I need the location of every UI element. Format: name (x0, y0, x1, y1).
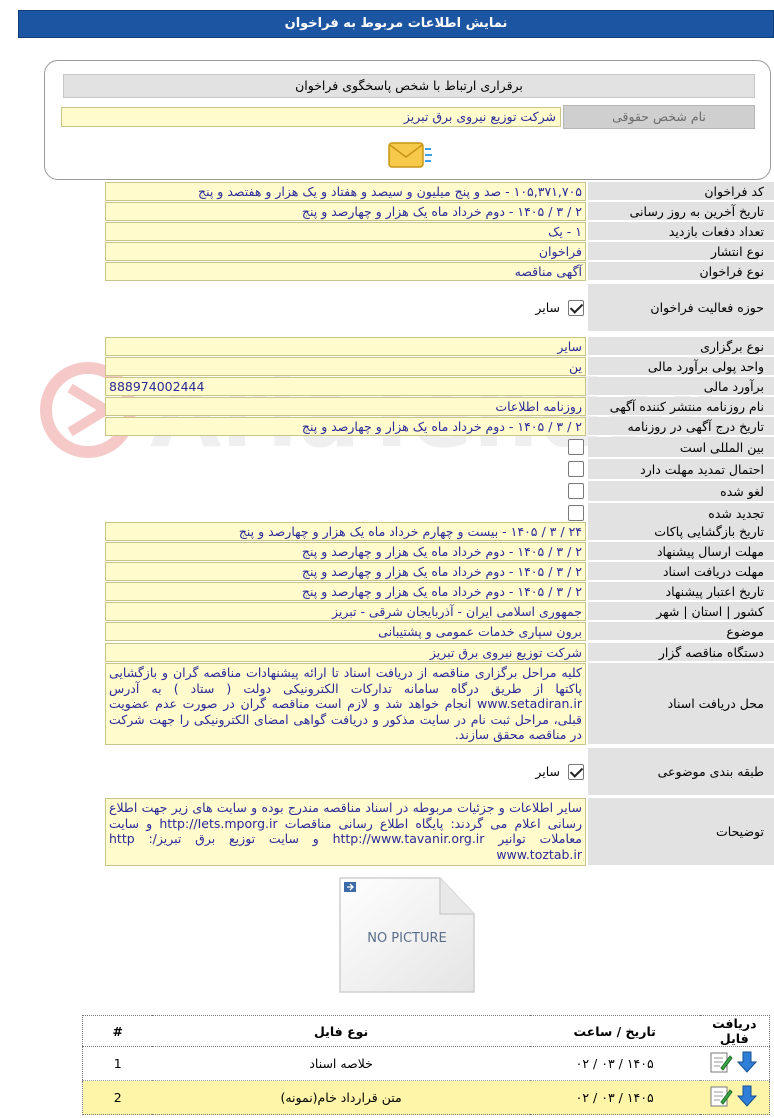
field-value: ۲ / ۳ / ۱۴۰۵ - دوم خرداد ماه یک هزار و چهارصد و پنج (105, 562, 586, 581)
file-number: 1 (83, 1047, 153, 1081)
field-canceled (0, 481, 774, 502)
envelope-icon[interactable] (385, 137, 433, 173)
activity-area-checkbox[interactable] (568, 300, 584, 316)
field-value: ۲ / ۳ / ۱۴۰۵ - دوم خرداد ماه یک هزار و چهارصد و پنج (105, 542, 586, 561)
field-value: سایر اطلاعات و جزئیات مربوطه در اسناد مناقصه مندرج بوده و سایت های زیر جهت اطلاع رسانی اعلام می گردند: پایگاه اطلاع رسانی مناقصات http://Iets.mporg.ir و سایت معاملات توانیر http://www.tavanir.org.ir و سایت توزیع برق تبریزhttp :/ www.toztab.ir (105, 798, 586, 866)
field-label: نام روزنامه منتشر کننده آگهی (588, 397, 774, 416)
field-label: تاریخ بازگشایی پاکات (588, 522, 774, 541)
international-checkbox[interactable] (568, 439, 584, 455)
file-date: ۱۴۰۵ / ۰۳ / ۰۲ (530, 1047, 700, 1081)
field-label: واحد پولی برآورد مالی (588, 357, 774, 376)
field-value: ۲ / ۳ / ۱۴۰۵ - دوم خرداد ماه یک هزار و چهارصد و پنج (105, 417, 586, 436)
field-value: ین (105, 357, 586, 376)
field-value: آگهی مناقصه (105, 262, 586, 281)
field-international (0, 437, 774, 458)
field-doc-place (0, 663, 774, 745)
legal-entity-value: شرکت توزیع نیروی برق تبریز (61, 107, 561, 127)
download-cell (700, 1047, 770, 1081)
file-type: متن قرارداد خام(نمونه) (152, 1081, 529, 1115)
field-value: شرکت توزیع نیروی برق تبریز (105, 643, 586, 662)
field-activity-area (0, 284, 774, 332)
field-newspaper-date (0, 417, 774, 436)
files-header-row (83, 1016, 770, 1047)
no-picture-placeholder (336, 874, 478, 996)
field-visits (0, 222, 774, 241)
field-subject (0, 622, 774, 641)
page-title: نمایش اطلاعات مربوط به فراخوان (18, 10, 774, 38)
category-option: سایر (535, 764, 560, 779)
field-code (0, 182, 774, 201)
field-label: محل دریافت اسناد (588, 663, 774, 745)
edit-doc-icon[interactable] (709, 1084, 733, 1108)
field-value: برون سپاری خدمات عمومی و پشتیبانی (105, 622, 586, 641)
extension-checkbox[interactable] (568, 461, 584, 477)
legal-entity-label: نام شخص حقوقی (563, 105, 755, 129)
download-cell (700, 1081, 770, 1115)
field-label: تعداد دفعات بازدید (588, 222, 774, 241)
no-picture-text: NO PICTURE (367, 931, 447, 946)
field-value: سایر (105, 337, 586, 356)
field-label: تجدید شده (588, 503, 774, 524)
field-label: برآورد مالی (588, 377, 774, 396)
field-label: نوع انتشار (588, 242, 774, 261)
field-label: نوع فراخوان (588, 262, 774, 281)
contact-panel (44, 60, 771, 180)
field-value: ۱۰۵,۳۷۱,۷۰۵ - صد و پنج میلیون و سیصد و هفتاد و یک هزار و هفتصد و پنج (105, 182, 586, 201)
canceled-checkbox[interactable] (568, 483, 584, 499)
field-label: حوزه فعالیت فراخوان (588, 284, 774, 332)
field-label: توضیحات (588, 798, 774, 866)
field-label: تاریخ آخرین به روز رسانی (588, 202, 774, 221)
field-value: ۲ / ۳ / ۱۴۰۵ - دوم خرداد ماه یک هزار و چهارصد و پنج (105, 582, 586, 601)
field-holding-type (0, 337, 774, 356)
field-value: روزنامه اطلاعات (105, 397, 586, 416)
activity-area-option: سایر (535, 300, 560, 315)
renewed-checkbox[interactable] (568, 505, 584, 521)
col-download: دریافت فایل (700, 1016, 770, 1047)
field-label: کد فراخوان (588, 182, 774, 201)
field-label: مهلت ارسال پیشنهاد (588, 542, 774, 561)
field-value: کلیه مراحل برگزاری مناقصه از دریافت اسناد تا ارائه پیشنهادات مناقصه گران و بازگشایی پاکتها از طریق درگاه سامانه تدارکات الکترونیکی دولت ( ستاد ) به آدرس www.setadiran.ir انجام خواهد شد و لازم است مناقصه گران در صورت عدم عضویت قبلی، مراحل ثبت نام در سایت مذکور و دریافت گواهی امضای الکترونیکی را جهت شرکت در مناقصه محقق سازند. (105, 663, 586, 745)
field-label: دستگاه مناقصه گزار (588, 643, 774, 662)
col-number: # (83, 1016, 153, 1047)
field-submit-deadline (0, 542, 774, 561)
field-label: لغو شده (588, 481, 774, 502)
contact-title: برقراری ارتباط با شخص پاسخگوی فراخوان (63, 74, 755, 98)
field-newspaper (0, 397, 774, 416)
file-number: 2 (83, 1081, 153, 1115)
category-checkbox[interactable] (568, 764, 584, 780)
download-arrow-icon[interactable] (735, 1050, 759, 1074)
table-row (83, 1047, 770, 1081)
field-publish-type (0, 242, 774, 261)
field-label: موضوع (588, 622, 774, 641)
edit-doc-icon[interactable] (709, 1050, 733, 1074)
field-label: نوع برگزاری (588, 337, 774, 356)
field-call-type (0, 262, 774, 281)
col-date: تاریخ / ساعت (530, 1016, 700, 1047)
file-date: ۱۴۰۵ / ۰۳ / ۰۲ (530, 1081, 700, 1115)
field-category (0, 748, 774, 796)
field-value: ۲۴ / ۳ / ۱۴۰۵ - بیست و چهارم خرداد ماه یک هزار و چهارصد و پنج (105, 522, 586, 541)
field-organizer (0, 643, 774, 662)
field-estimate (0, 377, 774, 396)
file-type: خلاصه اسناد (152, 1047, 529, 1081)
field-value: جمهوری اسلامی ایران - آذربایجان شرقی - تبریز (105, 602, 586, 621)
field-currency (0, 357, 774, 376)
field-value: 888974002444 (105, 377, 586, 396)
field-label: تاریخ درج آگهی در روزنامه (588, 417, 774, 436)
field-value: ۲ / ۳ / ۱۴۰۵ - دوم خرداد ماه یک هزار و چهارصد و پنج (105, 202, 586, 221)
table-row (83, 1081, 770, 1115)
field-extension (0, 459, 774, 480)
col-type: نوع فایل (152, 1016, 529, 1047)
field-label: احتمال تمدید مهلت دارد (588, 459, 774, 480)
field-value: ۱ - یک (105, 222, 586, 241)
field-label: کشور | استان | شهر (588, 602, 774, 621)
field-location (0, 602, 774, 621)
field-renewed (0, 503, 774, 524)
field-description (0, 798, 774, 866)
field-validity-date (0, 582, 774, 601)
field-value: فراخوان (105, 242, 586, 261)
field-label: طبقه بندی موضوعی (588, 748, 774, 796)
field-label: تاریخ اعتبار پیشنهاد (588, 582, 774, 601)
field-doc-deadline (0, 562, 774, 581)
files-table (82, 1015, 770, 1115)
field-label: بین المللی است (588, 437, 774, 458)
field-label: مهلت دریافت اسناد (588, 562, 774, 581)
field-opening-date (0, 522, 774, 541)
download-arrow-icon[interactable] (735, 1084, 759, 1108)
field-last-update (0, 202, 774, 221)
